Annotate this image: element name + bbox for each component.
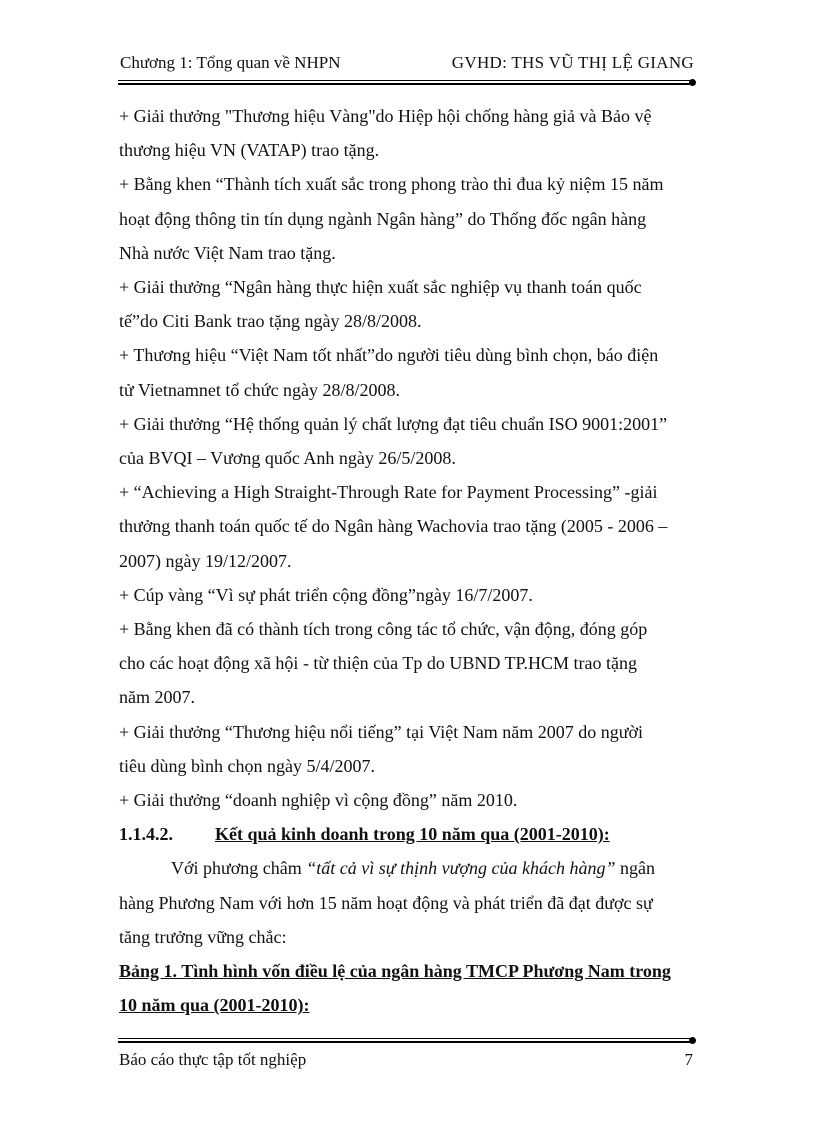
section-heading [119,817,699,851]
table-caption: Bảng 1. Tình hình vốn điều lệ của ngân hàng TMCP Phương Nam trong [119,961,671,982]
text-line: + Bằng khen đã có thành tích trong công tác tổ chức, vận động, đóng góp [119,619,648,640]
text-line: tử Vietnamnet tổ chức ngày 28/8/2008. [119,379,401,400]
motto-quote: “tất cả vì sự thịnh vượng của khách hàng” [306,858,616,879]
text-line: + Giải thưởng "Thương hiệu Vàng"do Hiệp hội chống hàng giả và Bảo vệ [119,106,652,126]
text-line: cho các hoạt động xã hội - từ thiện của Tp do UBND TP.HCM trao tặng [119,653,638,674]
text-line: + “Achieving a High Straight-Through Rate for Payment Processing” -giải [119,482,658,503]
text-line: + Thương hiệu “Việt Nam tốt nhất”do người tiêu dùng bình chọn, báo điện [119,345,659,366]
chapter-title: Chương 1: Tổng quan về NHPN [120,53,341,72]
text-line: + Giải thưởng “Hệ thống quản lý chất lượng đạt tiêu chuẩn ISO 9001:2001” [119,413,668,434]
text-line: + Giải thưởng “doanh nghiệp vì cộng đồng” năm 2010. [119,790,518,811]
paragraph-line: hàng Phương Nam với hơn 15 năm hoạt động và phát triển đã đạt được sự [119,892,653,913]
paragraph-lead: Với phương châm [171,858,307,879]
text-line: + Giải thưởng “Ngân hàng thực hiện xuất sắc nghiệp vụ thanh toán quốc [119,277,642,298]
paragraph-line: tăng trưởng vững chắc: [119,926,287,947]
text-line: năm 2007. [119,687,195,708]
paragraph-line [119,851,699,885]
page-footer [119,1050,693,1074]
text-line: 2007) ngày 19/12/2007. [119,550,292,571]
table-caption: 10 năm qua (2001-2010): [119,995,310,1016]
text-line: Nhà nước Việt Nam trao tặng. [119,242,336,263]
section-number: 1.1.4.2. [119,824,173,845]
text-line: tiêu dùng bình chọn ngày 5/4/2007. [119,755,375,776]
page-header [120,53,694,77]
page-number: 7 [684,1050,693,1069]
advisor-name: GVHD: THS VŨ THỊ LỆ GIANG [451,53,694,72]
report-title: Báo cáo thực tập tốt nghiệp [119,1050,307,1069]
text-line: tế”do Citi Bank trao tặng ngày 28/8/2008. [119,311,422,332]
document-body [119,99,699,1022]
text-line: thưởng thanh toán quốc tế do Ngân hàng Wachovia trao tặng (2005 - 2006 – [119,516,668,537]
text-line: + Giải thưởng “Thương hiệu nổi tiếng” tại Việt Nam năm 2007 do người [119,721,643,742]
text-line: hoạt động thông tin tín dụng ngành Ngân hàng” do Thống đốc ngân hàng [119,208,647,229]
text-line: + Bằng khen “Thành tích xuất sắc trong phong trào thi đua kỷ niệm 15 năm [119,174,664,195]
paragraph-rest: ngân [615,858,655,879]
text-line: của BVQI – Vương quốc Anh ngày 26/5/2008. [119,448,456,469]
text-line: + Cúp vàng “Vì sự phát triển cộng đồng”ngày 16/7/2007. [119,584,533,605]
section-title: Kết quả kinh doanh trong 10 năm qua (2001-2010): [215,824,610,845]
text-line: thương hiệu VN (VATAP) trao tặng. [119,140,380,161]
